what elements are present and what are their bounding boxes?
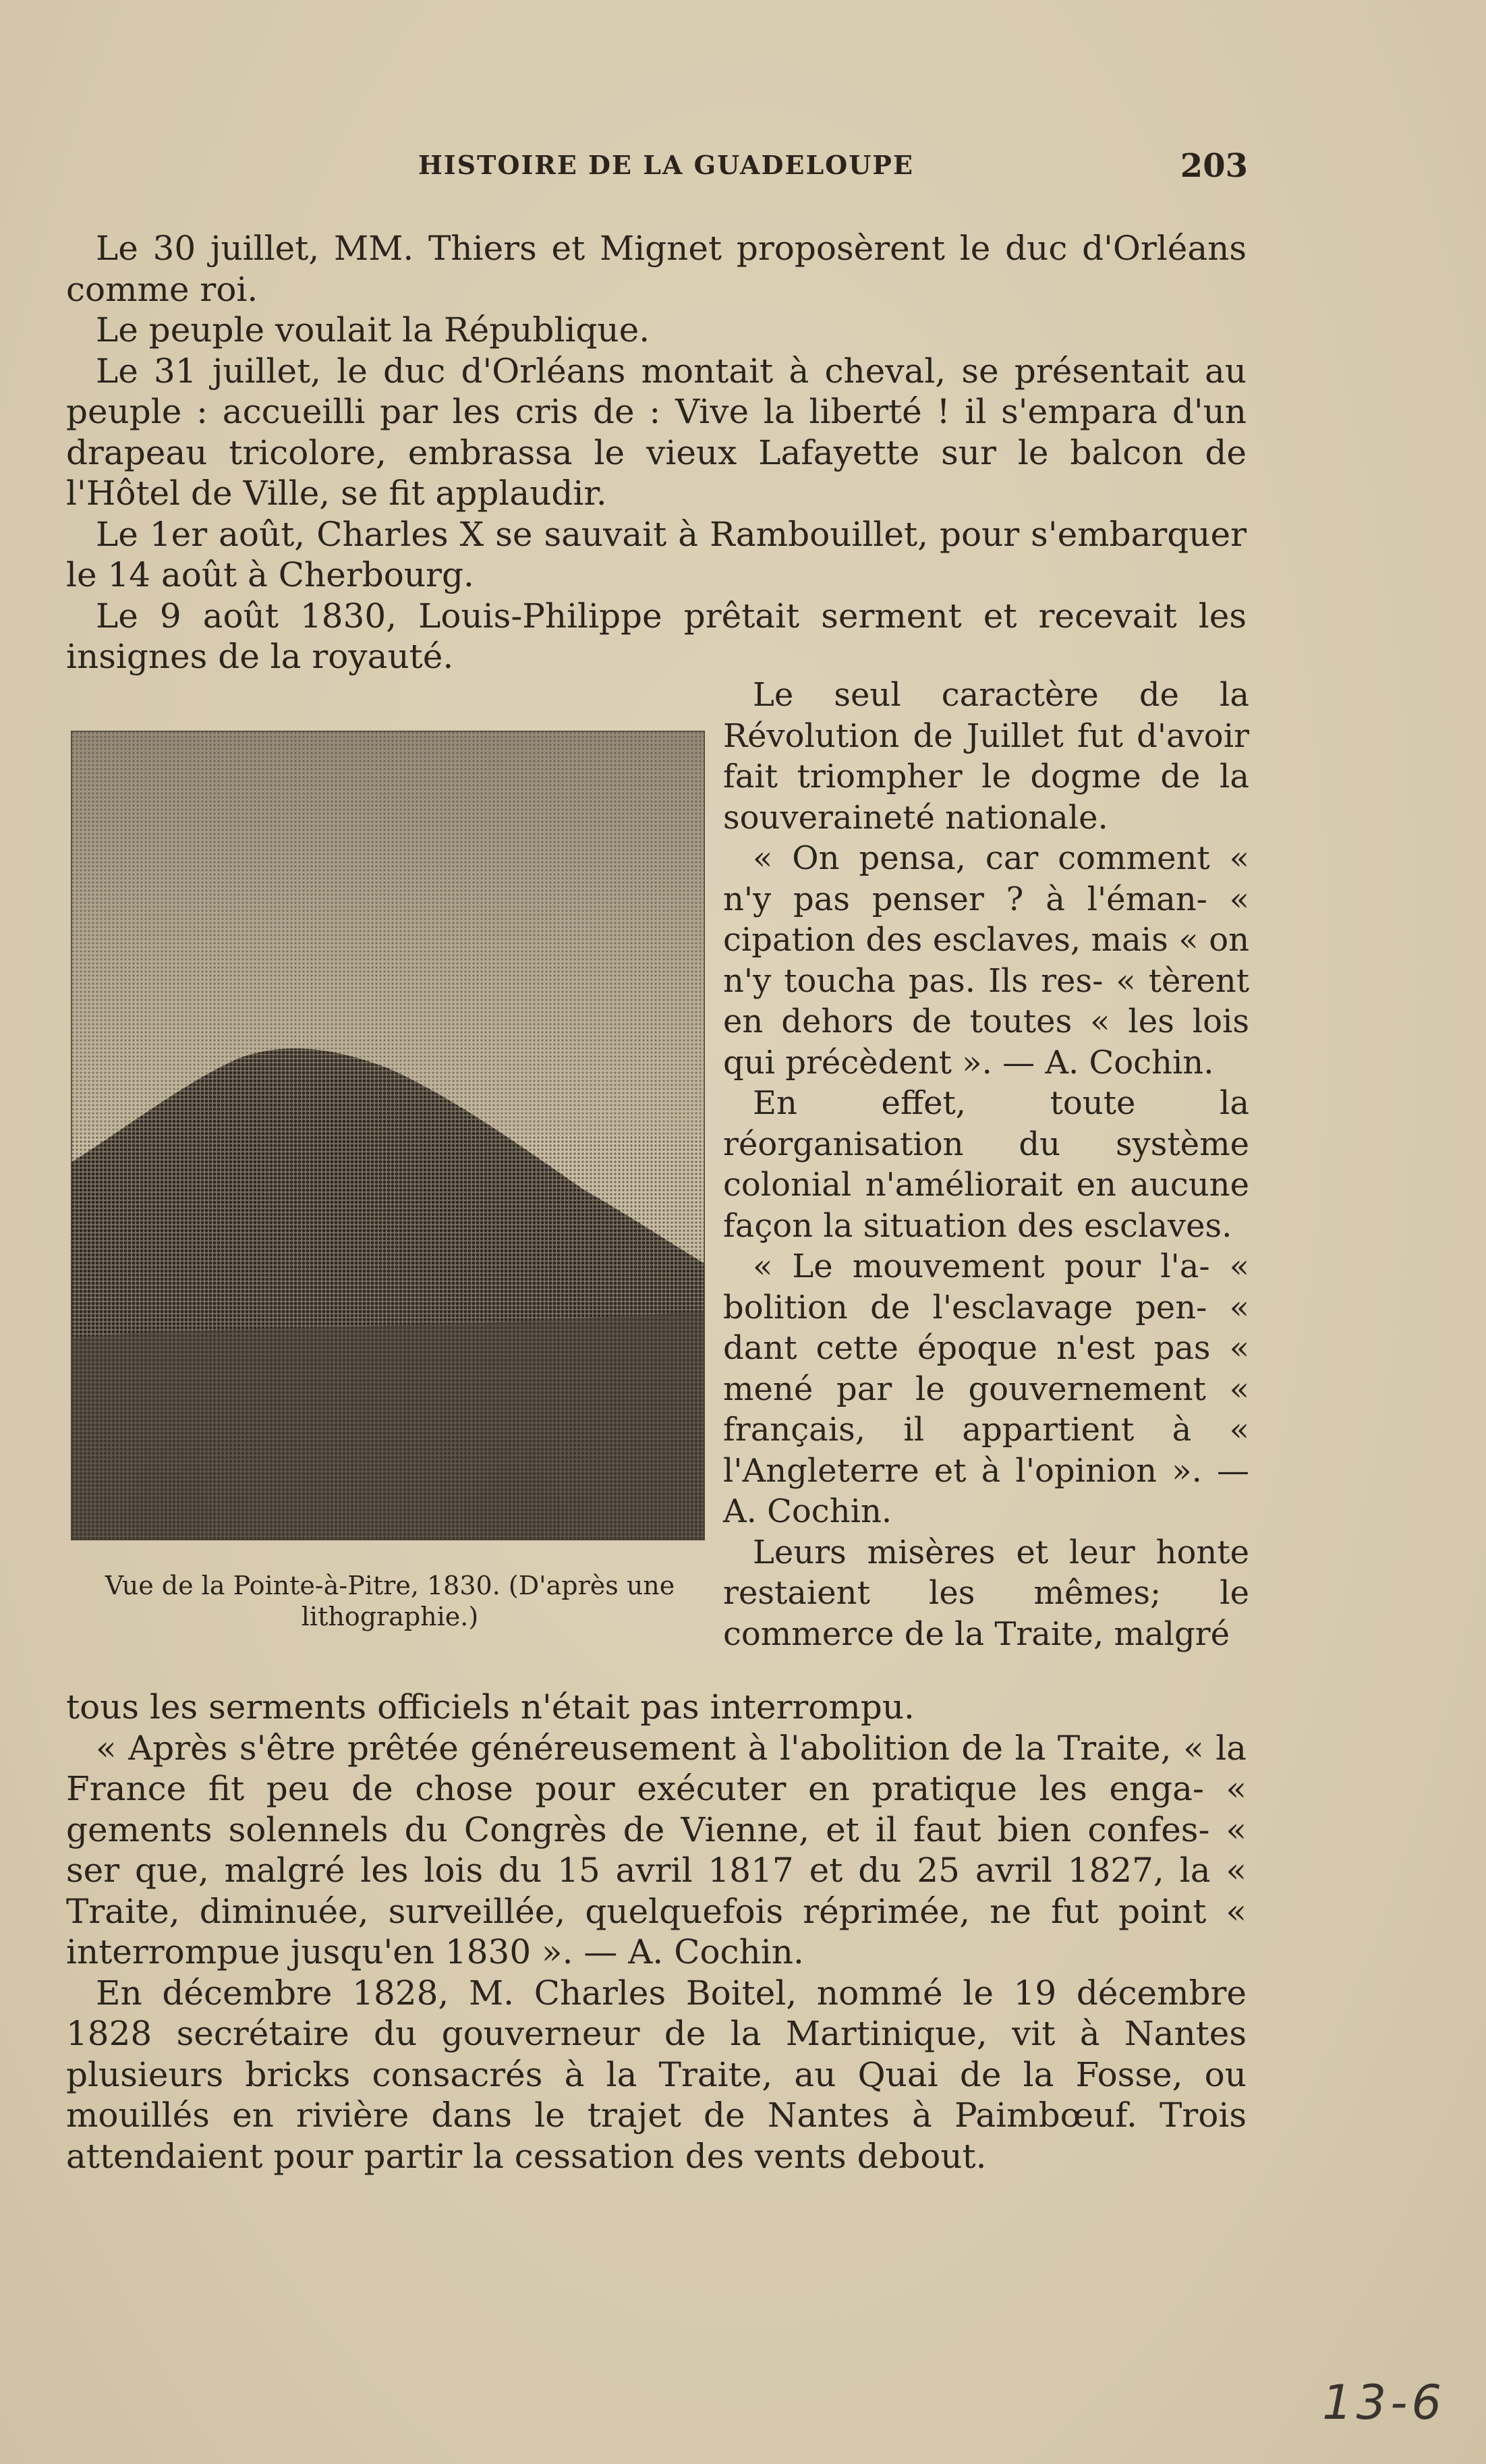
handwritten-note: 13-6 (1322, 2375, 1446, 2430)
paragraph: Le peuple voulait la République. (96, 310, 650, 349)
foreground-plain (71, 1311, 705, 1540)
paragraph-continuation: tous les serments officiels n'était pas interrompu. (66, 1687, 915, 1727)
paragraph: En décembre 1828, M. Charles Boitel, nommé le 19 décembre 1828 secrétaire du gouverneur de la Martinique, vit à Nantes plusieurs bricks consacrés à la Traite, au Quai de la Fosse, ou mouillés en rivière dans le trajet de Nantes à Paimbœuf. Trois attendaient pour partir la cessation des vents debout. (66, 1973, 1247, 2176)
quotation: « Après s'être prêtée généreusement à l'abolition de la Traite, « la France fit peu de chose pour exécuter en pratique les enga- « gements solennels du Congrès de Vienne, et il faut bien confes- « ser que, malgré les lois du 15 avril 1817 et du 25 avril 1827, la « Traite, diminuée, surveillée, quelquefois réprimée, ne fut point « interrompue jusqu'en 1830 ». — A. Cochin. (66, 1728, 1247, 1971)
page-number: 203 (1180, 147, 1248, 185)
lithograph-figure (71, 731, 705, 1540)
paragraph: Le 31 juillet, le duc d'Orléans montait à cheval, se présentait au peuple : accueilli par les cris de : Vive la liberté ! il s'empara d'un drapeau tricolore, embrassa le vieux Lafayette sur le balcon de l'Hôtel de Ville, se fit applaudir. (66, 351, 1247, 513)
pointe-a-pitre-illustration (71, 731, 705, 1540)
paragraph: Le 1er août, Charles X se sauvait à Rambouillet, pour s'embarquer le 14 août à Cherbourg. (66, 514, 1247, 594)
quotation: « On pensa, car comment « n'y pas penser ? à l'éman- « cipation des esclaves, mais « on n'y toucha pas. Ils res- « tèrent en dehors de toutes « les lois qui précèdent ». — A. Cochin. (723, 839, 1249, 1082)
paragraph: En effet, toute la réorganisation du système colonial n'améliorait en aucune façon la situation des esclaves. (723, 1084, 1249, 1245)
paragraph: Le 9 août 1830, Louis-Philippe prêtait serment et recevait les insignes de la royauté. (66, 596, 1247, 676)
top-text-block (66, 228, 1247, 677)
figure-caption: Vue de la Pointe-à-Pitre, 1830. (D'après une lithographie.) (105, 1571, 675, 1631)
paragraph: Leurs misères et leur honte restaient les mêmes; le commerce de la Traite, malgré (723, 1533, 1249, 1653)
paragraph: Le seul caractère de la Révolution de Juillet fut d'avoir fait triompher le dogme de la souveraineté nationale. (723, 676, 1249, 837)
paragraph: Le 30 juillet, MM. Thiers et Mignet proposèrent le duc d'Orléans comme roi. (66, 229, 1247, 309)
page-header (418, 147, 1248, 190)
bottom-text-block (66, 1687, 1247, 2177)
right-column-text (723, 675, 1249, 1654)
quotation: « Le mouvement pour l'a- « bolition de l'esclavage pen- « dant cette époque n'est pas « mené par le gouvernement « français, il appartient à « l'Angleterre et à l'opinion ». — A. Cochin. (723, 1248, 1249, 1530)
running-title: HISTOIRE DE LA GUADELOUPE (418, 150, 914, 180)
